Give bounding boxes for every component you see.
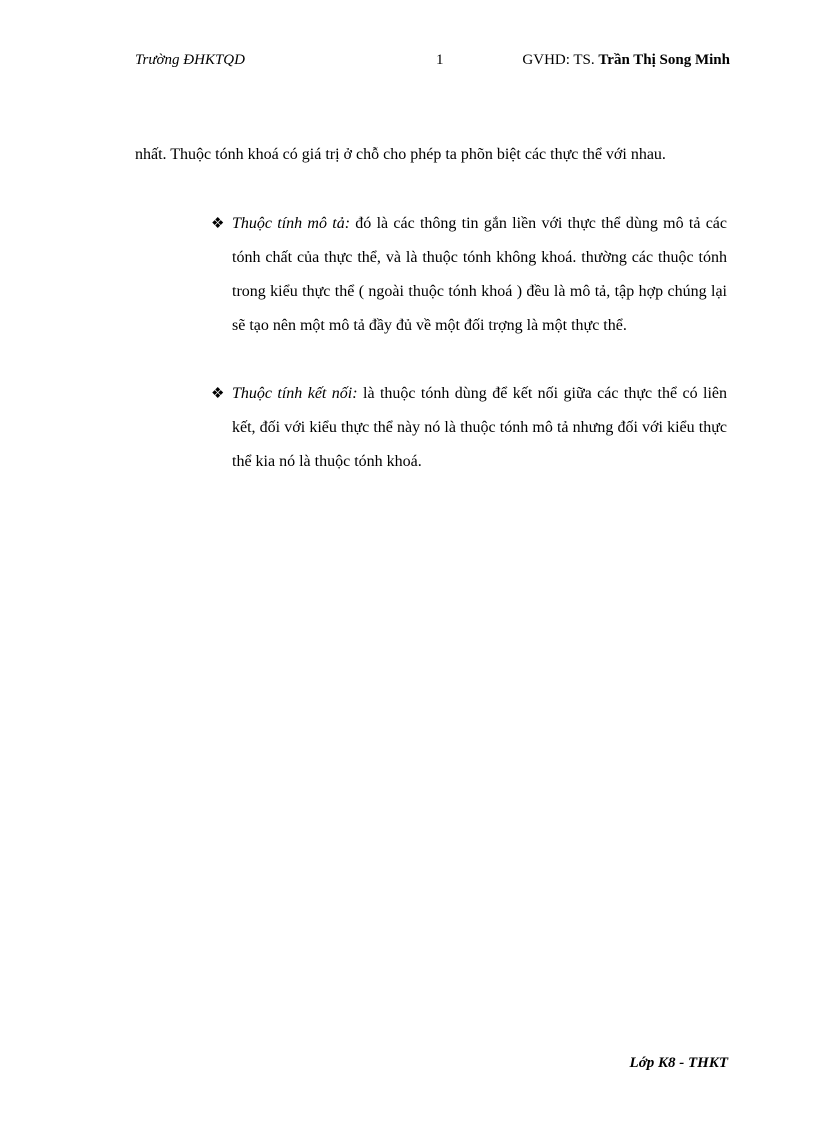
bullet-text: đó là các thông tin gắn liền với thực thể dùng mô tả các tónh chất của thực thể, và là thuộc tónh không khoá. thường các thuộc tónh trong kiểu thực thể ( ngoài thuộc tónh khoá ) đều là mô tả, tập hợp chúng lại sẽ tạo nên một mô tả đầy đủ về một đối trợng là một thực thể. xyxy=(232,215,728,334)
bullet-text: là thuộc tónh dùng để kết nối giữa các thực thể có liên kết, đối với kiểu thực thể này nó là thuộc tónh mô tả nhưng đối với kiểu thực thể kia nó là thuộc tónh khoá. xyxy=(232,385,728,470)
diamond-bullet-icon: ❖ xyxy=(211,216,225,232)
bullet-body xyxy=(232,207,727,343)
header-advisor-name: Trần Thị Song Minh xyxy=(598,52,730,68)
bullet-body xyxy=(232,377,727,479)
bullet-term: Thuộc tính mô tả: xyxy=(232,215,351,232)
header-page-number: 1 xyxy=(436,52,444,68)
header-advisor xyxy=(522,48,730,72)
header-advisor-prefix: GVHD: TS. xyxy=(522,52,595,68)
page-footer-class-label: Lớp K8 - THKT xyxy=(629,1055,728,1071)
bullet-item-descriptive-attribute xyxy=(211,207,727,343)
bullet-item-linking-attribute xyxy=(211,377,727,479)
page-header xyxy=(135,48,730,72)
intro-paragraph: nhất. Thuộc tónh khoá có giá trị ở chỗ cho phép ta phõn biệt các thực thể với nhau. xyxy=(135,146,666,163)
diamond-bullet-icon: ❖ xyxy=(211,386,225,402)
bullet-term: Thuộc tính kết nối: xyxy=(232,385,358,402)
header-school: Trường ĐHKTQD xyxy=(135,52,245,68)
